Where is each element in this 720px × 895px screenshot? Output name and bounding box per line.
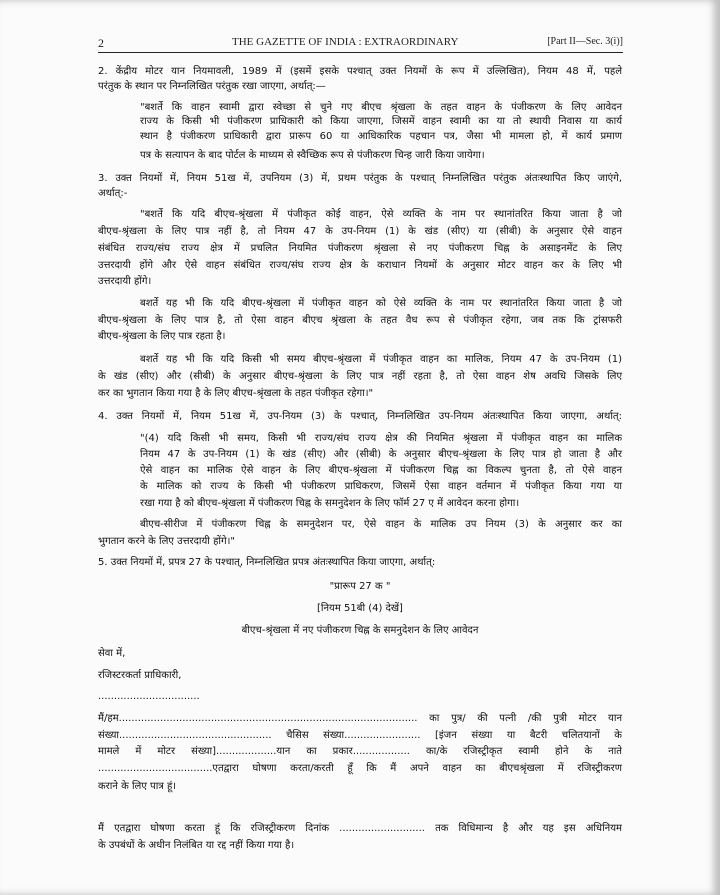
page-header — [98, 36, 623, 53]
page-number: 2 — [98, 36, 104, 50]
sub-rule-line: भुगतान करने के लिए उत्तरदायी होंगे।" — [98, 536, 235, 547]
proviso-line: संबंधित राज्य/संघ राज्य क्षेत्र में प्रचलित नियमित पंजीकरण श्रृंखला से नए पंजीकरण चिह्न के असाइनमेंट के लिए — [98, 243, 622, 254]
form-salutation: सेवा में, — [98, 648, 126, 659]
form-validity-line: के उपबंधों के अधीन निलंबित या रद्द नहीं किया गया है। — [98, 840, 295, 851]
proviso-line: बशर्ते यह भी कि यदि बीएच-श्रृंखला में पंजीकृत वाहन को ऐसे व्यक्ति के नाम पर स्थानांतरित किया जाता है जो — [140, 298, 622, 309]
sub-rule-line: रखा गया है को बीएच-श्रृंखला में पंजीकरण चिह्न के समनुदेशन के लिए फॉर्म 27 ए में आवेदन करना होगा। — [140, 498, 520, 509]
sub-rule-line: के मालिक को राज्य के किसी भी पंजीकरण प्राधिकरण, जिसमें ऐसा वाहन वर्तमान में पंजीकृत किया गया या — [140, 481, 622, 492]
rule-4-line: 4. उक्त नियमों में, नियम 51ख में, उप-नियम (3) के पश्चात्, निम्नलिखित उप-नियम अंतःस्थापित किया जाएगा, अर्थात्: — [98, 411, 622, 422]
form-declaration-line: ....................................एतद्वारा घोषणा करता/करती हूँ कि मैं अपने वाहन का बीएचश्रृंखला में रजिस्ट्रीकरण — [98, 763, 622, 774]
part-section: [Part II—Sec. 3(i)] — [547, 36, 623, 47]
proviso-line: कर का भुगतान किया गया है के लिए बीएच-श्रृंखला के तहत पंजीकृत रहेगा।" — [98, 388, 374, 399]
sub-rule-line: नियम 47 के उप-नियम (1) के खंड (सीए) और (सीबी) के अनुसार बीएच-श्रृंखला के लिए पात्र हो जाता है और — [140, 449, 622, 460]
proviso-line: बशर्ते यह भी कि यदि किसी भी समय बीएच-श्रृंखला में पंजीकृत वाहन का मालिक, नियम 47 के उप-नियम (1) — [140, 354, 622, 365]
form-declaration-line: कराने के लिए पात्र हूं। — [98, 781, 177, 792]
rule-3-line: 3. उक्त नियमों में, नियम 51ख में, उपनियम (3) में, प्रथम परंतुक के पश्चात् निम्नलिखित परंतुक अंतःस्थापित किए जाएंगे, — [98, 173, 622, 184]
form-title: "प्रारूप 27 क " — [329, 581, 391, 592]
gazette-title: THE GAZETTE OF INDIA : EXTRAORDINARY — [232, 36, 459, 48]
proviso-line: पत्र के सत्यापन के बाद पोर्टल के माध्यम से स्वैच्छिक रूप से पंजीकरण चिन्ह जारी किया जायेगा। — [140, 150, 485, 161]
proviso-line: बीएच-श्रृंखला के लिए पात्र रहता है। — [98, 331, 226, 342]
proviso-line: उत्तरदायी होंगे। — [98, 276, 152, 287]
rule-2-line: 2. केंद्रीय मोटर यान नियमावली, 1989 में (इसमें इसके पश्चात् उक्त नियमों के रूप में उल्लिखित), नियम 48 में, पहले — [98, 66, 622, 77]
rule-5-line: 5. उक्त नियमों में, प्रपत्र 27 के पश्चात्, निम्नलिखित प्रपत्र अंतःस्थापित किया जाएगा, अर्थात्: — [98, 557, 436, 568]
proviso-line: उत्तरदायी होंगे और ऐसे वाहन संबंधित राज्य/संघ राज्य क्षेत्र के कराधान नियमों के अनुसार मोटर वाहन कर के लिए भी — [98, 260, 622, 271]
form-validity-line: मैं एतद्वारा घोषणा करता हूं कि रजिस्ट्रीकरण दिनांक ........................... तक विधिमान्य है और यह इस अधिनियम — [98, 823, 622, 834]
sub-rule-line: "(4) यदि किसी भी समय, किसी भी राज्य/संघ राज्य क्षेत्र की नियमित श्रृंखला में पंजीकृत वाहन का मालिक — [140, 433, 622, 444]
form-declaration-line: मामले में मोटर संख्या]...................यान का प्रकार.................. का/के रजिस्ट्रीकृत स्वामी होने के नाते — [98, 746, 622, 757]
rule-3-line: अर्थात्:- — [98, 188, 128, 199]
proviso-line: "बशर्ते कि यदि बीएच-श्रृंखला में पंजीकृत कोई वाहन, ऐसे व्यक्ति के नाम पर स्थानांतरित किया जाता है जो — [140, 209, 622, 220]
sub-rule-line: बीएच-सीरीज में पंजीकरण चिह्न के समनुदेशन पर, ऐसे वाहन के मालिक उप नियम (3) के अनुसार कर का — [140, 519, 622, 530]
form-declaration-line: मैं/हम.............................................................................................. का पुत्र/ की पत्नी /की पुत्री मोटर यान — [98, 713, 622, 724]
rule-2-line: परंतुक के स्थान पर निम्नलिखित परंतुक रखा जाएगा, अर्थात्:— — [98, 81, 326, 92]
form-heading: बीएच-श्रृंखला में नए पंजीकरण चिह्न के समनुदेशन के लिए आवेदन — [241, 625, 479, 636]
form-addressee: रजिस्टरकर्ता प्राधिकारी, — [98, 670, 182, 681]
proviso-line: बीएच-श्रृंखला के लिए पात्र है, तो ऐसा वाहन बीएच श्रृंखला के तहत वैध रूप से पंजीकृत रहेगा, जब तक कि ट्रांसफरी — [98, 315, 622, 326]
sub-rule-line: ऐसे वाहन का मालिक ऐसे वाहन के लिए बीएच-श्रृंखला में पंजीकरण चिह्न का विकल्प चुनता है, तो ऐसे वाहन — [140, 465, 622, 476]
proviso-line: के खंड (सीए) और (सीबी) के अनुसार बीएच-श्रृंखला के लिए पात्र नहीं रहता है, तो ऐसा वाहन शेष अवधि जिसके लिए — [98, 371, 622, 382]
proviso-line: राज्य के किसी भी पंजीकरण प्राधिकारी को किया जाएगा, जिसमें वाहन स्वामी का या तो स्थायी निवास या कार्य — [140, 116, 622, 127]
proviso-line: "बशर्ते कि वाहन स्वामी द्वारा स्वेच्छा से चुने गए बीएच श्रृंखला के तहत वाहन के पंजीकरण के लिए आवेदन — [140, 102, 622, 113]
proviso-line: स्थान है पंजीकरण प्राधिकारी द्वारा प्रारूप 60 या आधिकारिक पहचान पत्र, जैसा भी मामला हो, में कार्य प्रमाण — [140, 131, 622, 142]
form-blank-line: ................................ — [98, 691, 200, 702]
form-declaration-line: संख्या................................................ चैसिस संख्या........................ [इंजन संख्या या बैटरी चलितयानों के — [98, 730, 622, 741]
form-rule-reference: [नियम 51बी (4) देखें] — [317, 603, 403, 614]
proviso-line: बीएच-श्रृंखला के लिए पात्र नहीं है, तो नियम 47 के उप-नियम (1) के खंड (सीए) या (सीबी) के अनुसार ऐसे वाहन — [98, 226, 622, 237]
